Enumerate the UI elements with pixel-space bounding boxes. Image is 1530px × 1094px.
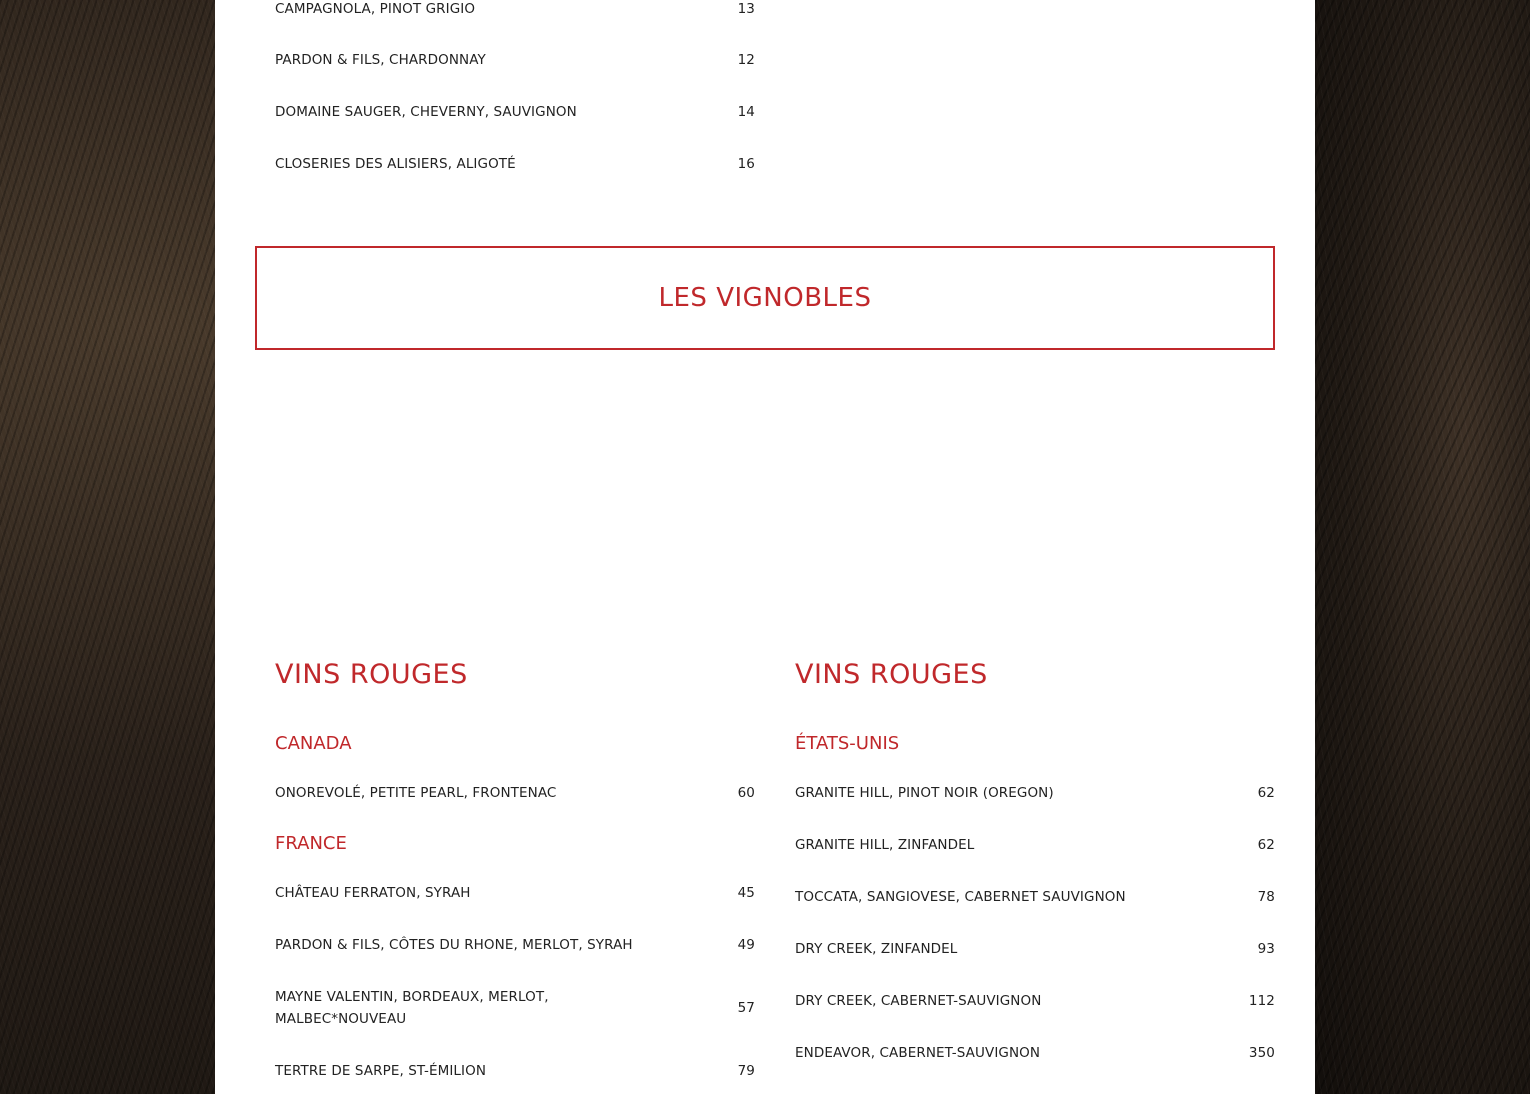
wine-item [795,1042,1275,1064]
wine-price: 79 [737,1063,755,1079]
wine-price: 350 [1248,1045,1275,1061]
wine-price: 57 [737,1000,755,1016]
left-section-title: VINS ROUGES [275,659,468,690]
wine-name: CLOSERIES DES ALISIERS, ALIGOTÉ [275,156,516,172]
wine-item [275,986,755,1030]
wine-price: 49 [737,937,755,953]
wine-name: TOCCATA, SANGIOVESE, CABERNET SAUVIGNON [795,889,1126,905]
wine-name: GRANITE HILL, PINOT NOIR (OREGON) [795,785,1054,801]
wine-name: DRY CREEK, CABERNET-SAUVIGNON [795,993,1042,1009]
wine-price: 62 [1257,785,1275,801]
wine-item [795,834,1275,856]
wine-price: 93 [1257,941,1275,957]
wine-item [275,934,755,956]
wine-price: 62 [1257,837,1275,853]
wine-name: CHÂTEAU FERRATON, SYRAH [275,885,471,901]
wine-name: ENDEAVOR, CABERNET-SAUVIGNON [795,1045,1041,1061]
banner-title: LES VIGNOBLES [658,283,872,313]
wine-price: 14 [737,104,755,120]
region-heading-canada: CANADA [275,733,352,754]
background-texture-right [1315,0,1530,1094]
wine-item [275,0,755,20]
wine-price: 13 [737,1,755,17]
wine-price: 78 [1257,889,1275,905]
wine-price: 45 [737,885,755,901]
wine-price: 60 [737,785,755,801]
right-section-title: VINS ROUGES [795,659,988,690]
wine-item [795,938,1275,960]
wine-name: DOMAINE SAUGER, CHEVERNY, SAUVIGNON [275,104,577,120]
wine-name: PARDON & FILS, CHARDONNAY [275,52,486,68]
wine-name: ONOREVOLÉ, PETITE PEARL, FRONTENAC [275,785,557,801]
region-heading-france: FRANCE [275,833,347,854]
wine-item [795,886,1275,908]
wine-item [795,990,1275,1012]
wine-name: MAYNE VALENTIN, BORDEAUX, MERLOT, MALBEC*NOUVEAU [275,989,549,1027]
region-heading-usa: ÉTATS-UNIS [795,733,900,754]
wine-item [275,782,755,804]
wine-item [795,782,1275,804]
wine-name: DRY CREEK, ZINFANDEL [795,941,958,957]
wine-price: 112 [1248,993,1275,1009]
wine-name: CAMPAGNOLA, PINOT GRIGIO [275,1,476,17]
wine-item [275,1060,755,1082]
vineyards-banner [255,246,1275,350]
wine-name: TERTRE DE SARPE, ST-ÉMILION [275,1063,487,1079]
wine-item [275,101,755,123]
wine-price: 16 [737,156,755,172]
wine-item [275,153,755,175]
wine-name: GRANITE HILL, ZINFANDEL [795,837,975,853]
wine-price: 12 [737,52,755,68]
wine-item [275,49,755,71]
wine-name: PARDON & FILS, CÔTES DU RHONE, MERLOT, SYRAH [275,937,633,953]
wine-item [275,882,755,904]
